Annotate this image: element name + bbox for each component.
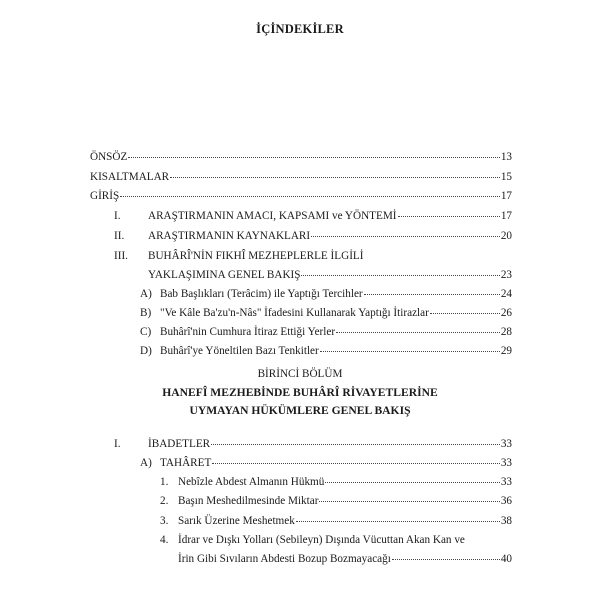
entry-label: Buhârî'ye Yöneltilen Bazı Tenkitler [160,345,319,357]
dot-leader [120,196,500,197]
entry-page: 15 [500,171,512,183]
part-title-line2: UYMAYAN HÜKÜMLERE GENEL BAKIŞ [189,404,411,417]
entry-label: İBADETLER [148,438,211,450]
entry-label: Buhârî'nin Cumhura İtiraz Ettiği Yerler [160,326,336,338]
entry-num: C) [140,326,152,338]
toc-entry-onsoz[interactable] [90,150,512,164]
entry-num: A) [140,457,152,469]
entry-label: ARAŞTIRMANIN KAYNAKLARI [148,230,311,242]
dot-leader [311,236,500,237]
entry-page: 17 [500,190,512,202]
dot-leader [398,216,500,217]
entry-label: ARAŞTIRMANIN AMACI, KAPSAMI ve YÖNTEMİ [148,210,397,222]
entry-label: ÖNSÖZ [90,151,128,163]
dot-leader [320,351,500,352]
entry-page: 33 [500,476,512,488]
toc-entry-item-3[interactable] [178,514,512,528]
entry-label: "Ve Kâle Ba'zu'n-Nâs" İfadesini Kullanarak Yaptığı İtirazlar [160,307,429,319]
entry-num: 4. [160,534,169,546]
page-title: İÇİNDEKİLER [256,22,344,36]
part-name: BİRİNCİ BÖLÜM [257,368,343,380]
entry-label-line1[interactable]: İdrar ve Dışkı Yolları (Sebileyn) Dışında Vücuttan Akan Kan ve [178,534,465,546]
entry-num: 1. [160,476,169,488]
entry-label: GİRİŞ [90,190,120,202]
entry-page: 38 [500,515,512,527]
entry-num: 2. [160,495,169,507]
dot-leader [211,444,500,445]
entry-page: 33 [500,438,512,450]
dot-leader [430,313,500,314]
entry-page: 36 [500,495,512,507]
dot-leader [319,501,499,502]
entry-page: 20 [500,230,512,242]
toc-entry-item-1[interactable] [178,475,512,489]
entry-label: Sarık Üzerine Meshetmek [178,515,295,527]
toc-entry-intro-3[interactable] [148,268,512,282]
dot-leader [301,275,499,276]
toc-entry-intro-2[interactable] [148,229,512,243]
entry-num: D) [140,345,152,357]
entry-page: 23 [500,269,512,281]
entry-num: II. [114,230,125,242]
entry-page: 40 [500,553,512,565]
toc-entry-kisaltmalar[interactable] [90,170,512,184]
entry-page: 17 [500,210,512,222]
toc-entry-sub-a[interactable] [160,287,512,301]
toc-entry-ibadetler[interactable] [148,437,512,451]
entry-label-line2: İrin Gibi Sıvıların Abdesti Bozup Bozmayacağı [178,553,391,565]
dot-leader [336,332,500,333]
entry-num: I. [114,438,121,450]
entry-num: I. [114,210,121,222]
entry-num: B) [140,307,152,319]
entry-label: Başın Meshedilmesinde Miktar [178,495,319,507]
entry-page: 33 [500,457,512,469]
toc-entry-sub-d[interactable] [160,344,512,358]
entry-num: A) [140,288,152,300]
entry-label-line1[interactable]: BUHÂRÎ'NİN FIKHÎ MEZHEPLERLE İLGİLİ [148,250,364,262]
entry-label: Bab Başlıkları (Terâcim) ile Yaptığı Tercihler [160,288,363,300]
entry-label: KISALTMALAR [90,171,170,183]
toc-entry-intro-1[interactable] [148,209,512,223]
dot-leader [212,463,500,464]
toc-entry-giris[interactable] [90,189,512,203]
dot-leader [392,559,500,560]
entry-page: 29 [500,345,512,357]
toc-entry-sub-c[interactable] [160,325,512,339]
toc-entry-item-4[interactable] [178,552,512,566]
toc-entry-sub-b[interactable] [160,306,512,320]
dot-leader [325,482,499,483]
dot-leader [128,157,500,158]
dot-leader [170,177,500,178]
toc-entry-item-2[interactable] [178,494,512,508]
entry-label-line2: YAKLAŞIMINA GENEL BAKIŞ [148,269,301,281]
entry-num: III. [114,250,128,262]
toc-entry-taharet[interactable] [160,456,512,470]
entry-page: 28 [500,326,512,338]
entry-num: 3. [160,515,169,527]
entry-label: Nebîzle Abdest Almanın Hükmü [178,476,325,488]
entry-page: 13 [500,151,512,163]
part-title-line1: HANEFÎ MEZHEBİNDE BUHÂRÎ RİVAYETLERİNE [162,386,438,399]
dot-leader [296,521,500,522]
dot-leader [364,294,500,295]
entry-page: 24 [500,288,512,300]
entry-page: 26 [500,307,512,319]
entry-label: TAHÂRET [160,457,212,469]
